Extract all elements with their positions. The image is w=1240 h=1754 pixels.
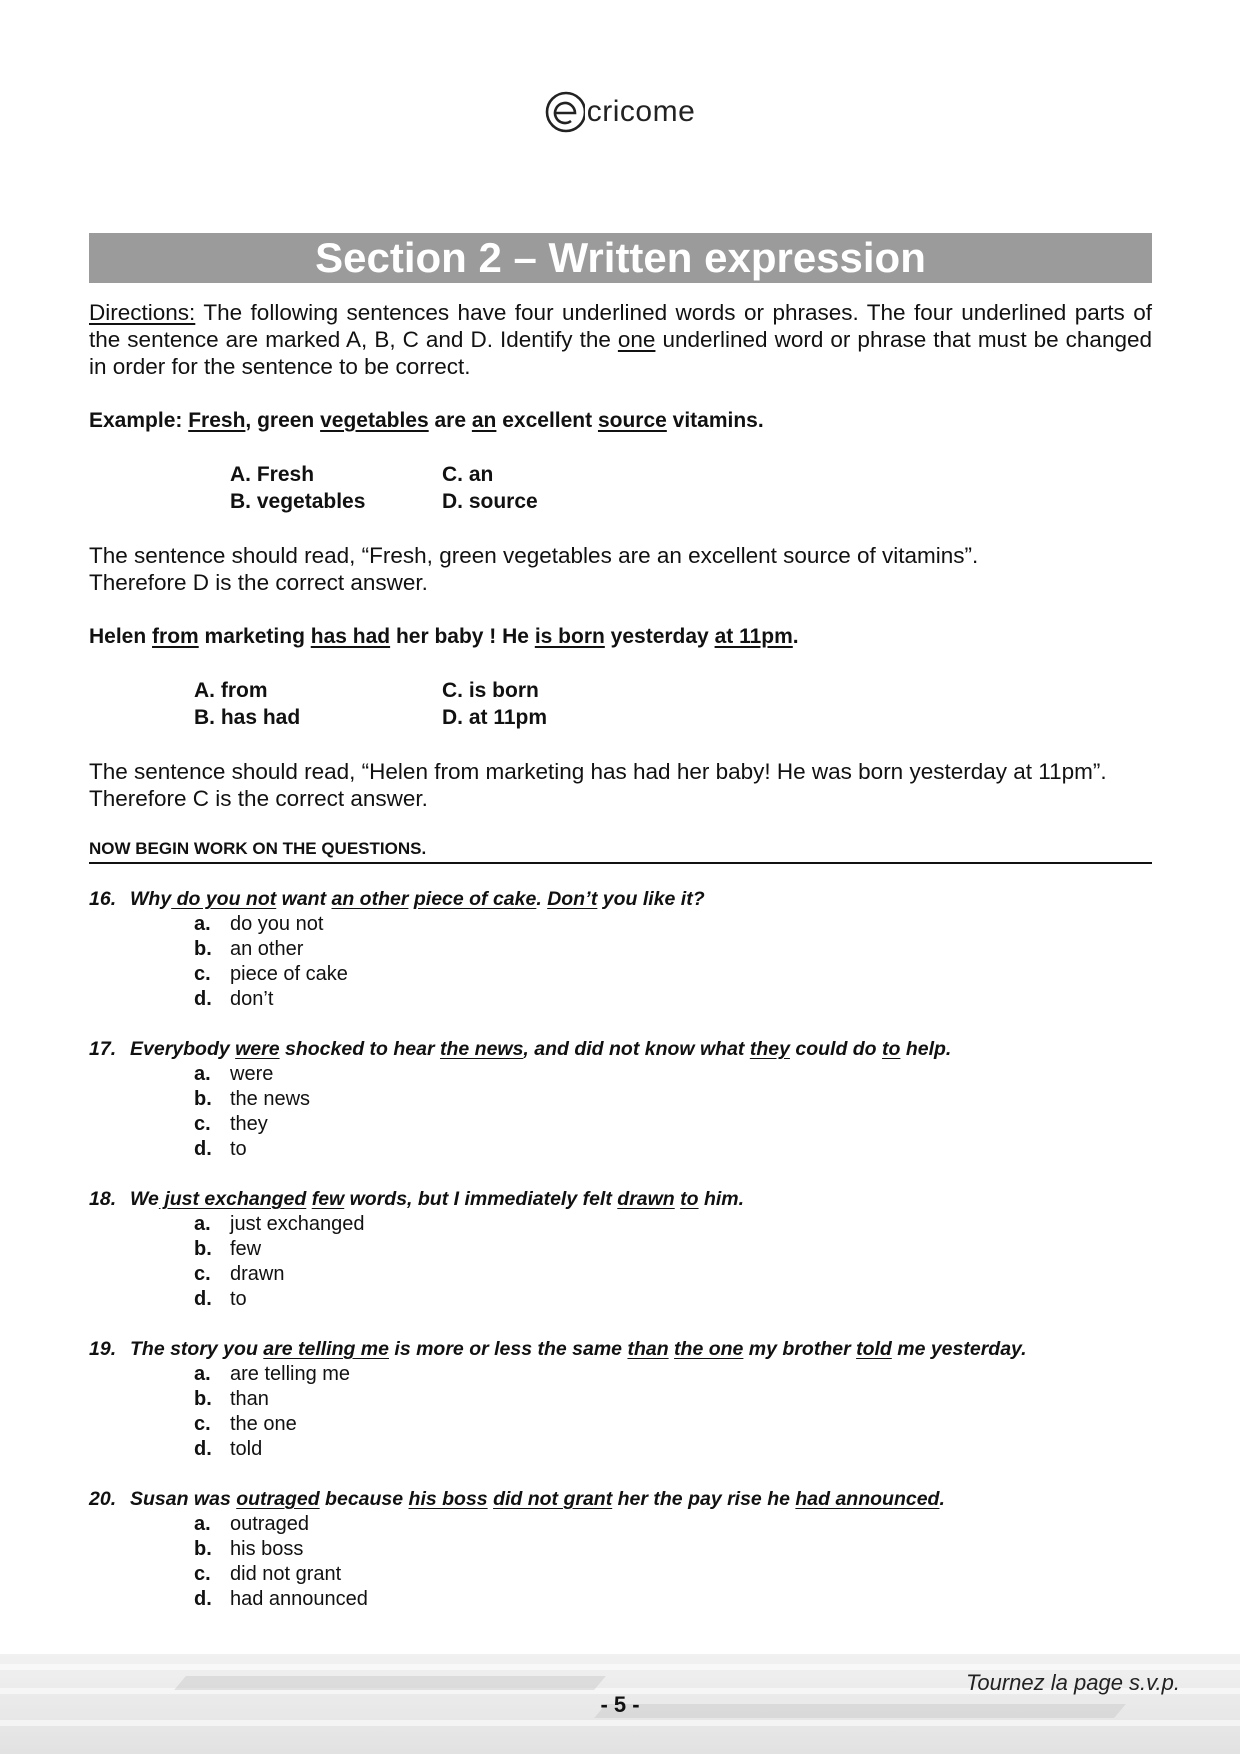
example-2-underlined-part: is born — [534, 625, 605, 648]
answer-option — [194, 1562, 1152, 1587]
example-2-text: Helen — [89, 625, 153, 648]
option-text: are telling me — [230, 1363, 351, 1385]
question-underlined-part: were — [235, 1038, 280, 1060]
option-text: they — [230, 1113, 268, 1135]
example-1-text: vitamins. — [666, 409, 764, 432]
option-text: to — [230, 1288, 247, 1310]
question-16 — [89, 886, 1152, 1012]
question-text: shocked to hear — [279, 1038, 440, 1060]
answer-option — [194, 1237, 1152, 1262]
option-text: told — [230, 1438, 263, 1460]
option-text: an other — [230, 938, 304, 960]
example-1-explanation-2: Therefore D is the correct answer. — [89, 570, 428, 595]
question-underlined-part: are telling me — [263, 1338, 389, 1360]
option-text: to — [230, 1138, 247, 1160]
example-1-choices — [230, 461, 1152, 515]
option-letter: a. — [194, 1213, 211, 1235]
question-sentence — [130, 886, 705, 912]
example-1-underlined-part: vegetables — [320, 409, 429, 432]
page-content — [89, 299, 1152, 1612]
option-letter: b. — [194, 1388, 212, 1410]
example-1-choice-c: C. an — [442, 463, 494, 486]
option-letter: c. — [194, 1263, 211, 1285]
answer-option — [194, 1437, 1152, 1462]
question-stem — [89, 1336, 1152, 1362]
question-underlined-part: few — [311, 1188, 345, 1210]
question-text: . — [536, 888, 548, 910]
option-letter: c. — [194, 963, 211, 985]
answer-option — [194, 1062, 1152, 1087]
example-1-explanation-1: The sentence should read, “Fresh, green vegetables are an excellent source of vitamins”. — [89, 543, 979, 568]
page-number: - 5 - — [600, 1692, 640, 1717]
option-letter: c. — [194, 1563, 211, 1585]
question-underlined-part: piece of cake — [413, 888, 537, 910]
question-number: 18. — [89, 1188, 117, 1210]
question-sentence — [130, 1186, 744, 1212]
question-text: could do — [789, 1038, 883, 1060]
question-17 — [89, 1036, 1152, 1162]
example-2-choice-a: A. from — [194, 679, 268, 702]
option-text: the one — [230, 1413, 297, 1435]
example-1-underlined-part: an — [471, 409, 497, 432]
question-text: help. — [900, 1038, 952, 1060]
example-1-choice-b: B. vegetables — [230, 490, 366, 513]
option-letter: a. — [194, 913, 211, 935]
answer-option — [194, 1087, 1152, 1112]
directions-text-2: underlined word or phrase that must be changed in order for the sentence to be correct. — [89, 327, 1152, 379]
answer-option — [194, 1112, 1152, 1137]
question-text: Why — [130, 888, 172, 910]
question-text: me yesterday. — [891, 1338, 1027, 1360]
option-letter: d. — [194, 1588, 212, 1610]
question-list — [89, 886, 1152, 1612]
example-2-text: marketing — [198, 625, 311, 648]
answer-option — [194, 1212, 1152, 1237]
option-text: the news — [230, 1088, 311, 1110]
question-text: her the pay rise he — [612, 1488, 796, 1510]
question-text: Susan was — [130, 1488, 237, 1510]
question-stem — [89, 1486, 1152, 1512]
question-text: because — [319, 1488, 409, 1510]
question-number: 16. — [89, 888, 117, 910]
option-letter: b. — [194, 1088, 212, 1110]
option-letter: d. — [194, 1138, 212, 1160]
question-underlined-part: they — [749, 1038, 790, 1060]
example-2-underlined-part: at 11pm — [714, 625, 793, 648]
question-text: We — [130, 1188, 159, 1210]
answer-option — [194, 937, 1152, 962]
question-underlined-part: the one — [674, 1338, 744, 1360]
example-2-choice-b: B. has had — [194, 706, 301, 729]
option-letter: a. — [194, 1513, 211, 1535]
ecricome-logo — [0, 88, 1240, 141]
question-19 — [89, 1336, 1152, 1462]
question-text: words, but I immediately felt — [344, 1188, 618, 1210]
question-stem — [89, 886, 1152, 912]
example-2-choice-d: D. at 11pm — [442, 706, 548, 729]
question-text: you like it? — [597, 888, 705, 910]
question-underlined-part: do you not — [171, 888, 277, 910]
option-text: did not grant — [230, 1563, 342, 1585]
question-underlined-part: outraged — [236, 1488, 320, 1510]
example-prefix: Example: — [89, 409, 189, 432]
option-text: drawn — [230, 1263, 285, 1285]
ecricome-e-icon — [545, 88, 585, 136]
question-underlined-part: just exchanged — [158, 1188, 307, 1210]
question-text: is more or less the same — [389, 1338, 628, 1360]
example-2-underlined-part: has had — [310, 625, 391, 648]
option-letter: c. — [194, 1413, 211, 1435]
example-2-explanation-2: Therefore C is the correct answer. — [89, 786, 428, 811]
directions-label: Directions: — [89, 300, 196, 325]
option-text: his boss — [230, 1538, 304, 1560]
example-1-underlined-part: Fresh — [188, 409, 246, 432]
question-20 — [89, 1486, 1152, 1612]
logo-text: cricome — [586, 95, 696, 128]
example-2-text: her baby ! He — [390, 625, 535, 648]
option-letter: b. — [194, 1538, 212, 1560]
footer-decoration — [174, 1676, 606, 1690]
answer-option — [194, 1587, 1152, 1612]
example-2-choice-c: C. is born — [442, 679, 539, 702]
example-2-underlined-part: from — [152, 625, 199, 648]
option-text: few — [230, 1238, 262, 1260]
example-1-text: are — [428, 409, 472, 432]
option-letter: b. — [194, 938, 212, 960]
question-underlined-part: drawn — [617, 1188, 675, 1210]
question-sentence — [130, 1486, 945, 1512]
question-sentence — [130, 1336, 1027, 1362]
question-underlined-part: an other — [331, 888, 409, 910]
answer-option — [194, 1137, 1152, 1162]
question-underlined-part: had announced — [795, 1488, 940, 1510]
example-1-choice-d: D. source — [442, 490, 538, 513]
question-underlined-part: Don’t — [547, 888, 598, 910]
question-text: The story you — [130, 1338, 264, 1360]
example-1-underlined-part: source — [597, 409, 667, 432]
option-letter: a. — [194, 1063, 211, 1085]
turn-page-note: Tournez la page s.v.p. — [965, 1670, 1180, 1695]
answer-option — [194, 962, 1152, 987]
directions — [89, 299, 1152, 380]
answer-option — [194, 1537, 1152, 1562]
question-underlined-part: the news — [439, 1038, 524, 1060]
example-2-text: yesterday — [604, 625, 715, 648]
question-stem — [89, 1036, 1152, 1062]
question-text: , and did not know what — [523, 1038, 750, 1060]
example-2-text: . — [792, 625, 799, 648]
answer-option — [194, 912, 1152, 937]
example-2-sentence — [89, 623, 1152, 650]
option-text: piece of cake — [230, 963, 348, 985]
question-underlined-part: than — [627, 1338, 669, 1360]
question-underlined-part: to — [882, 1038, 901, 1060]
answer-option — [194, 1512, 1152, 1537]
question-text: Everybody — [130, 1038, 236, 1060]
question-underlined-part: did not grant — [493, 1488, 613, 1510]
footer-stripe — [0, 1720, 1240, 1726]
example-2-choices — [194, 677, 1152, 731]
option-text: were — [230, 1063, 274, 1085]
section-title: Section 2 – Written expression — [89, 233, 1152, 283]
answer-option — [194, 987, 1152, 1012]
option-letter: d. — [194, 1288, 212, 1310]
question-underlined-part: to — [680, 1188, 699, 1210]
example-1-sentence — [89, 407, 1152, 434]
question-number: 17. — [89, 1038, 117, 1060]
option-letter: a. — [194, 1363, 211, 1385]
question-sentence — [130, 1036, 951, 1062]
question-text: want — [276, 888, 332, 910]
question-underlined-part: told — [856, 1338, 892, 1360]
directions-emphasis: one — [617, 327, 656, 352]
option-text: had announced — [230, 1588, 368, 1610]
option-text: do you not — [230, 913, 324, 935]
option-text: outraged — [230, 1513, 309, 1535]
question-stem — [89, 1186, 1152, 1212]
example-1-text: , green — [245, 409, 321, 432]
option-text: just exchanged — [230, 1213, 365, 1235]
question-text: him. — [698, 1188, 745, 1210]
option-letter: c. — [194, 1113, 211, 1135]
answer-option — [194, 1412, 1152, 1437]
question-text: my brother — [743, 1338, 857, 1360]
answer-option — [194, 1362, 1152, 1387]
answer-option — [194, 1262, 1152, 1287]
example-1-text: excellent — [496, 409, 598, 432]
option-text: than — [230, 1388, 269, 1410]
answer-option — [194, 1387, 1152, 1412]
begin-instructions: NOW BEGIN WORK ON THE QUESTIONS. — [89, 838, 1152, 864]
question-number: 20. — [89, 1488, 117, 1510]
question-text: . — [939, 1488, 945, 1510]
option-letter: b. — [194, 1238, 212, 1260]
question-18 — [89, 1186, 1152, 1312]
question-underlined-part: his boss — [408, 1488, 488, 1510]
option-letter: d. — [194, 988, 212, 1010]
question-number: 19. — [89, 1338, 117, 1360]
answer-option — [194, 1287, 1152, 1312]
example-1-choice-a: A. Fresh — [230, 463, 315, 486]
directions-text-1: The following sentences have four underlined words or phrases. The four underlined parts of the sentence are marked A, B, C and D. Identify the — [89, 300, 1152, 352]
option-text: don’t — [230, 988, 274, 1010]
option-letter: d. — [194, 1438, 212, 1460]
example-2-explanation-1: The sentence should read, “Helen from marketing has had her baby! He was born yesterday at 11pm”. — [89, 759, 1107, 784]
